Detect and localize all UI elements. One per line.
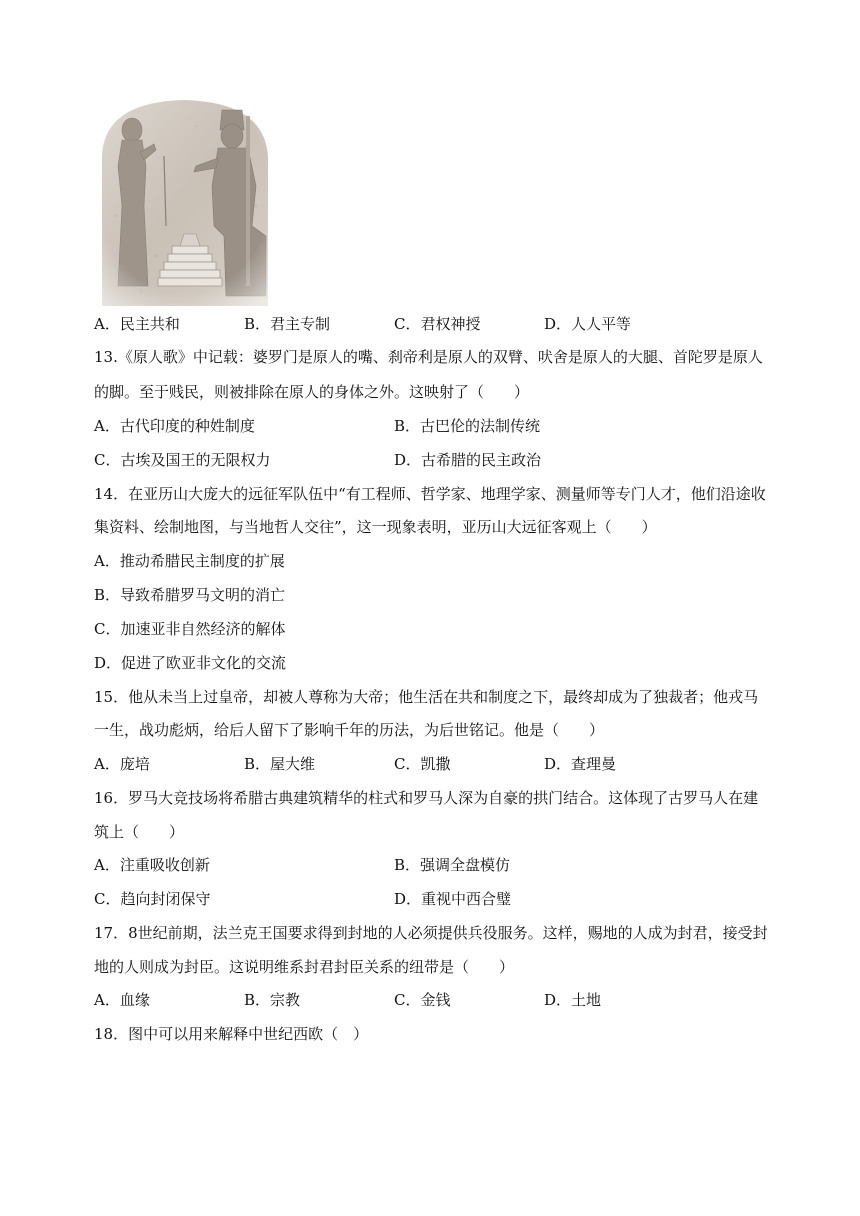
q16-option-a[interactable]: A．注重吸收创新 bbox=[94, 856, 210, 874]
q13-stem-line1: 13.《原人歌》中记载：婆罗门是原人的嘴、刹帝利是原人的双臂、吠舍是原人的大腿、首陀罗是原人 bbox=[94, 348, 763, 366]
q15-stem-line2: 一生，战功彪炳，给后人留下了影响千年的历法，为后世铭记。他是（ ） bbox=[94, 721, 605, 739]
q17-stem-line1: 17．8世纪前期，法兰克王国要求得到封地的人必须提供兵役服务。这样，赐地的人成为封君，接受封 bbox=[94, 924, 768, 942]
q13-option-a[interactable]: A．古代印度的种姓制度 bbox=[94, 417, 255, 435]
q17-option-d[interactable]: D．土地 bbox=[544, 991, 602, 1009]
q17-stem-line2: 地的人则成为封臣。这说明维系封君封臣关系的纽带是（ ） bbox=[94, 958, 515, 976]
q12-option-c[interactable]: C．君权神授 bbox=[394, 315, 481, 333]
q13-option-c[interactable]: C．古埃及国王的无限权力 bbox=[94, 451, 271, 469]
q16-option-d[interactable]: D．重视中西合璧 bbox=[394, 890, 512, 908]
q14-option-c[interactable]: C．加速亚非自然经济的解体 bbox=[94, 620, 286, 638]
q12-option-a[interactable]: A．民主共和 bbox=[94, 315, 180, 333]
q15-option-c[interactable]: C．凯撒 bbox=[394, 755, 451, 773]
stele-relief-image bbox=[96, 96, 272, 306]
q12-option-d[interactable]: D．人人平等 bbox=[544, 315, 632, 333]
q17-option-c[interactable]: C．金钱 bbox=[394, 991, 451, 1009]
q13-option-d[interactable]: D．古希腊的民主政治 bbox=[394, 451, 542, 469]
q16-stem-line1: 16．罗马大竞技场将希腊古典建筑精华的柱式和罗马人深为自豪的拱门结合。这体现了古罗马人在建 bbox=[94, 789, 759, 807]
q17-option-a[interactable]: A．血缘 bbox=[94, 991, 150, 1009]
q14-option-b[interactable]: B．导致希腊罗马文明的消亡 bbox=[94, 586, 286, 604]
q18-stem-line1: 18．图中可以用来解释中世纪西欧（ ） bbox=[94, 1025, 369, 1043]
q13-stem-line2: 的脚。至于贱民，则被排除在原人的身体之外。这映射了（ ） bbox=[94, 383, 530, 401]
q13-option-b[interactable]: B．古巴伦的法制传统 bbox=[394, 417, 541, 435]
q14-stem-line2: 集资料、绘制地图，与当地哲人交往”，这一现象表明，亚历山大远征客观上（ ） bbox=[94, 518, 657, 536]
q15-stem-line1: 15．他从未当上过皇帝，却被人尊称为大帝；他生活在共和制度之下，最终却成为了独裁者；他戎马 bbox=[94, 688, 759, 706]
q16-option-b[interactable]: B．强调全盘模仿 bbox=[394, 856, 511, 874]
q16-stem-line2: 筑上（ ） bbox=[94, 823, 185, 841]
q14-option-d[interactable]: D．促进了欧亚非文化的交流 bbox=[94, 654, 287, 672]
q16-option-c[interactable]: C．趋向封闭保守 bbox=[94, 890, 211, 908]
q15-option-d[interactable]: D．查理曼 bbox=[544, 755, 617, 773]
q12-option-b[interactable]: B．君主专制 bbox=[244, 315, 331, 333]
q14-stem-line1: 14．在亚历山大庞大的远征军队伍中“有工程师、哲学家、地理学家、测量师等专门人才，他们沿途收 bbox=[94, 485, 766, 503]
q15-option-b[interactable]: B．屋大维 bbox=[244, 755, 316, 773]
q17-option-b[interactable]: B．宗教 bbox=[244, 991, 301, 1009]
q14-option-a[interactable]: A．推动希腊民主制度的扩展 bbox=[94, 552, 285, 570]
q15-option-a[interactable]: A．庞培 bbox=[94, 755, 150, 773]
